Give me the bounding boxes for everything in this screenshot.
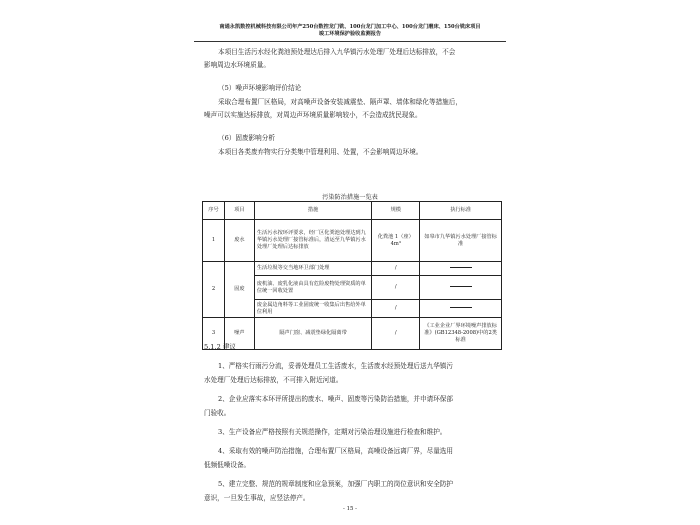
scale-volume: 4m³ bbox=[390, 240, 401, 247]
paragraph-wastewater: 本项目生活污水经化粪池预处理达后排入九华镇污水处理厂处理后达标排放，不会 bbox=[218, 48, 456, 56]
empty-dash bbox=[450, 307, 472, 308]
suggestion-1-cont: 水处理厂处理后达标排放，不可排入附近河道。 bbox=[204, 376, 343, 384]
heading-noise-conclusion: （5）噪声环境影响评价结论 bbox=[218, 84, 302, 92]
cell-scale: / bbox=[372, 262, 420, 276]
cell-scale: / bbox=[372, 300, 420, 318]
paragraph-wastewater-cont: 影响周边水环境质量。 bbox=[204, 61, 270, 69]
header-line-1: 南通永凯数控机械科技有限公司年产250台数控龙门铣、100台龙门加工中心、100台龙门磨床、150台铣床项目 bbox=[219, 24, 481, 30]
cell-measure: 废金属边角料等工业固废统一收集后出售给外单位利用 bbox=[254, 300, 372, 318]
cell-scale bbox=[372, 220, 420, 262]
cell-standard: 《工业企业厂界环境噪声排放标准》(GB12348-2008)中的2类标准 bbox=[420, 318, 502, 350]
cell-standard bbox=[420, 262, 502, 276]
cell-measure: 生活垃圾等交当地环卫部门处理 bbox=[254, 262, 372, 276]
cell-measure: 废机油、废乳化液由具有危险废物处理资质的单位统一回收处置 bbox=[254, 276, 372, 300]
cell-standard: 如皋市九华镇污水处理厂接管标准 bbox=[420, 220, 502, 262]
suggestion-4-cont: 低频低噪设备。 bbox=[204, 461, 251, 469]
suggestion-4: 4、采取有效的噪声防治措施，合理布置厂区格局，高噪设备远离厂界，尽量选用 bbox=[218, 447, 453, 455]
header-rule bbox=[194, 41, 506, 42]
header-standard: 执行标准 bbox=[420, 202, 502, 220]
cell-item: 废水 bbox=[224, 220, 254, 262]
empty-dash bbox=[450, 267, 472, 268]
suggestion-5-cont: 意识，一旦发生事故，应竖法停产。 bbox=[204, 494, 310, 502]
table-header-row bbox=[203, 202, 502, 220]
empty-dash bbox=[450, 286, 472, 287]
table-title: 污染防治措施一览表 bbox=[322, 194, 378, 201]
paragraph-noise: 采取合理布置厂区格局，对高噪声设备安装减震垫、隔声罩、墙体和绿化等措施后， bbox=[218, 98, 462, 106]
scale-septic-tank: 化粪池 1（座） bbox=[377, 233, 414, 240]
suggestion-2-cont: 门验收。 bbox=[204, 409, 231, 417]
cell-measure: 隔声门窗、减震垫绿化隔离带 bbox=[254, 318, 372, 350]
cell-item: 噪声 bbox=[224, 318, 254, 350]
page-number: - 15 - bbox=[343, 506, 357, 512]
table-row bbox=[203, 220, 502, 262]
cell-seq: 1 bbox=[203, 220, 225, 262]
paragraph-solid-waste: 本项目各类废弃物实行分类集中管理利用、处置，不会影响周边环境。 bbox=[218, 148, 423, 156]
cell-item: 固废 bbox=[224, 262, 254, 318]
paragraph-noise-cont: 噪声可以实施达标排放，对周边声环境质量影响较小，不会造成扰民现象。 bbox=[204, 111, 422, 119]
table-row bbox=[203, 262, 502, 276]
suggestion-1: 1、严格实行雨污分流，妥善处理员工生活废水，生活废水经预处理后送九华镇污 bbox=[218, 362, 453, 370]
section-heading-suggestions: 5.1.2 建议 bbox=[204, 343, 237, 351]
header-item: 项目 bbox=[224, 202, 254, 220]
cell-measure: 生活污水按环评要求，经厂区化粪池处理达到九华镇污水处理厂接管标准后，清运至九华镇污水处理厂处理后达标排放 bbox=[254, 220, 372, 262]
suggestion-3: 3、生产设备应严格按照有关规范操作，定期对污染治理设施进行检查和维护。 bbox=[218, 428, 447, 436]
cell-scale: / bbox=[372, 318, 420, 350]
header-seq: 序号 bbox=[203, 202, 225, 220]
header-line-2: 竣工环境保护验收监测报告 bbox=[318, 31, 382, 37]
cell-standard bbox=[420, 276, 502, 300]
running-header bbox=[190, 24, 510, 38]
cell-seq: 2 bbox=[203, 262, 225, 318]
suggestion-5: 5、建立完整、规范的规章制度和应急预案，加强厂内职工的岗位意识和安全防护 bbox=[218, 480, 453, 488]
heading-solid-waste: （6）固废影响分析 bbox=[218, 134, 275, 142]
cell-seq: 3 bbox=[203, 318, 225, 350]
cell-scale: / bbox=[372, 276, 420, 300]
pollution-control-table bbox=[202, 201, 502, 350]
header-measure: 措施 bbox=[254, 202, 372, 220]
suggestion-2: 2、企业应落实本环评所提出的废水、噪声、固废等污染防治措施，并申请环保部 bbox=[218, 395, 453, 403]
cell-standard bbox=[420, 300, 502, 318]
header-scale: 规模 bbox=[372, 202, 420, 220]
document-page bbox=[190, 18, 510, 518]
